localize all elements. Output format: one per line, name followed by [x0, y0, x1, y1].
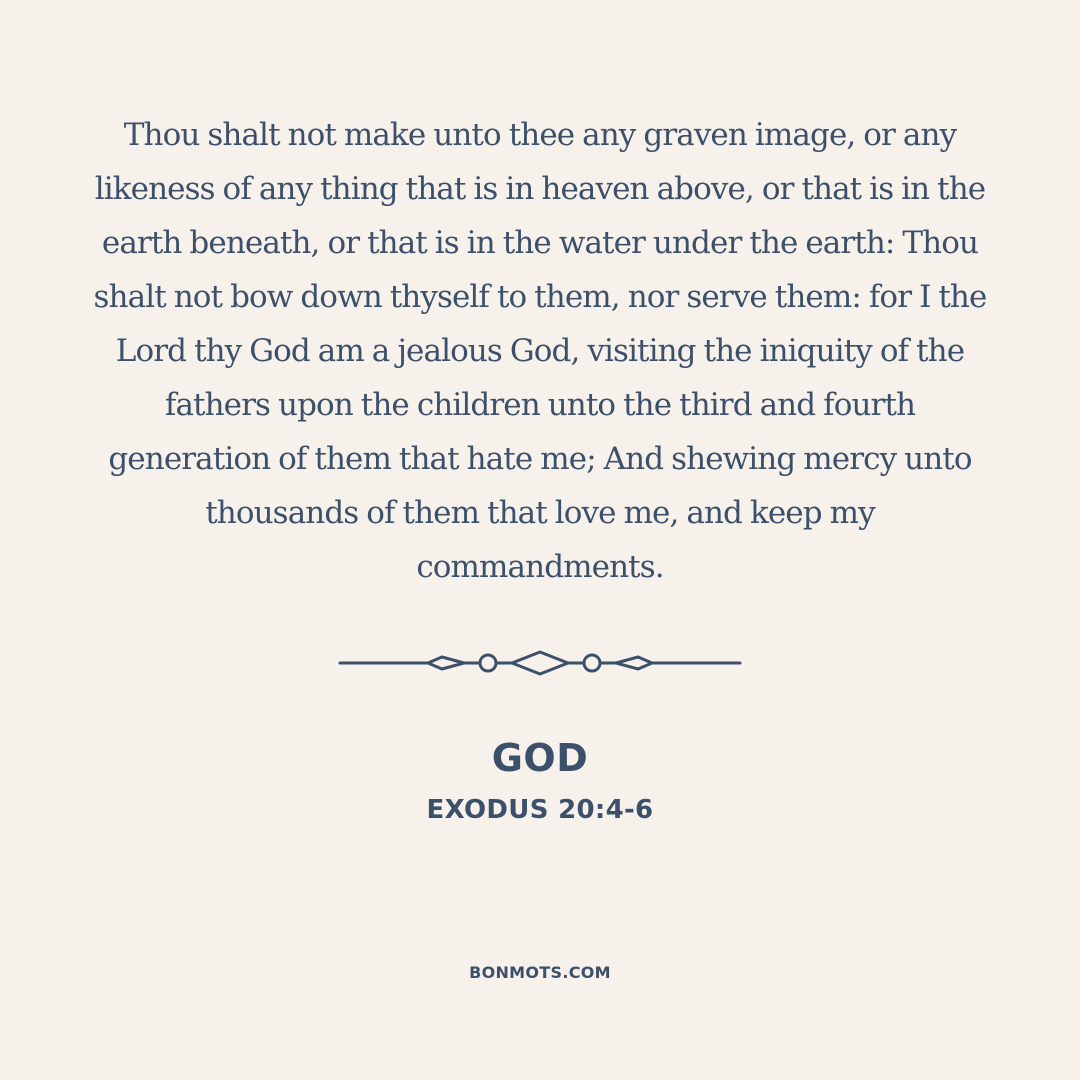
site-credit: BONMOTS.COM: [469, 963, 611, 982]
quote-text: Thou shalt not make unto thee any graven image, or any likeness of any thing that is in heaven above, or that is in the earth beneath, or that is in the water under the earth: Thou shalt not bow down thyself to them, nor serve them: for I the Lord thy God am a jealous God, visiting the iniquity of the fathers upon the children unto the third and fourth generation of them that hate me; And shewing mercy unto thousands of them that love me, and keep my commandments.: [93, 117, 987, 585]
author-name: GOD: [491, 736, 589, 780]
ornamental-divider-icon: [336, 646, 744, 680]
source-reference: EXODUS 20:4-6: [426, 795, 654, 825]
